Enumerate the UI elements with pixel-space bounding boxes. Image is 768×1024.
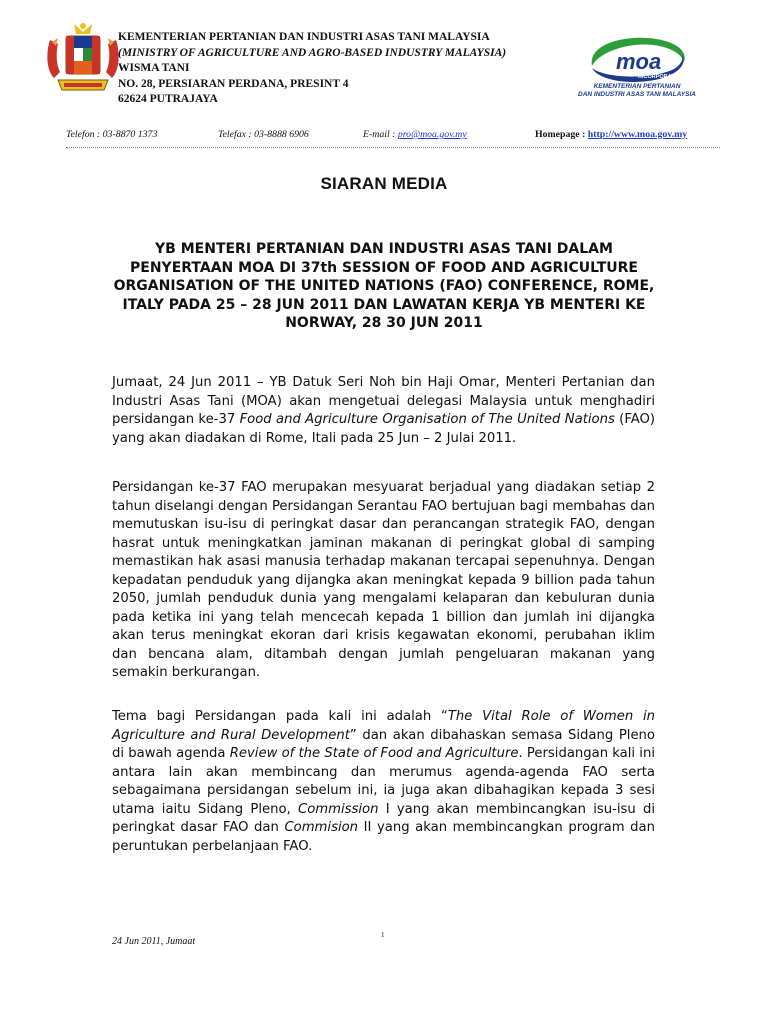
ministry-letterhead [118,30,578,108]
p3-theme-italic: The Vital Role of Women in Agriculture and Rural Development [112,709,655,743]
p3-text-e: . Persidangan kali ini antara lain akan membincang dan merumus agenda-agenda FAO serta sebagaimana persidangan sebelum ini, ia juga akan dibahagikan kepada 3 sesi utama iaitu Sidang Pleno, [112,746,655,817]
paragraph-3 [112,708,655,856]
document-title: SIARAN MEDIA [320,174,448,193]
email [363,129,467,140]
homepage-label: Homepage : [535,129,588,140]
p1-text-c: (FAO) yang akan diadakan di Rome, Itali pada 25 Jun – 2 Julai 2011. [112,412,656,446]
ministry-name: KEMENTERIAN PERTANIAN DAN INDUSTRI ASAS TANI MALAYSIA [118,31,490,43]
press-headline: YB MENTERI PERTANIAN DAN INDUSTRI ASAS TANI DALAM PENYERTAAN MOA DI 37th SESSION OF FOOD AND AGRICULTURE ORGANISATION OF THE UNITED NATIONS (FAO) CONFERENCE, ROME, ITALY PADA 25 – 28 JUN 2011 DAN LAWATAN KERJA YB MENTERI KE NORWAY, 28 30 JUN 2011 [113,241,655,331]
homepage-link[interactable]: http://www.moa.gov.my [587,129,688,140]
moa-logo-caption [578,83,696,99]
address-postcode: 62624 PUTRAJAYA [118,93,218,105]
email-label: E-mail : [363,129,398,140]
paragraph-2: Persidangan ke-37 FAO merupakan mesyuarat berjadual yang diadakan setiap 2 tahun diselangi dengan Persidangan Serantau FAO bertujuan bagi membahas dan memutuskan isu-isu di peringkat dasar dan perancangan strategik FAO, dengan hasrat untuk meningkatkan jaminan makanan di peringkat global di samping memastikan hak asasi manusia terhadap makanan tercapai sepenuhnya. Dengan kepadatan penduduk yang dijangka akan meningkat kepada 9 billion pada tahun 2050, jumlah penduduk dunia yang mengalami kelaparan dan kebuluran dunia pada ketika ini yang telah mencecah kepada 1 billion dan jumlah ini dijangka akan terus meningkat ekoran dari krisis kegawatan ekonomi, perubahan iklim dan bencana alam, ditambah dengan jumlah pengeluaran makanan yang semakin berkurangan. [112,480,655,680]
p3-commision-italic: Commision [284,820,359,835]
p3-text-i: II yang akan membincangkan program dan peruntukan perbelanjaan FAO. [112,820,655,854]
p1-text-a: Jumaat, 24 Jun 2011 – YB Datuk Seri Noh bin Haji Omar, Menteri Pertanian dan Industri Asas Tani (MOA) akan mengetuai delegasi Malaysia untuk menghadiri persidangan ke-37 [112,375,655,427]
homepage [535,129,687,140]
moa-logo-text: moa [616,49,662,74]
telephone: Telefon : 03-8870 1373 [66,129,158,140]
address-street: NO. 28, PERSIARAN PERDANA, PRESINT 4 [118,77,349,90]
moa-caption-line2: DAN INDUSTRI ASAS TANI MALAYSIA [578,91,696,98]
p1-text-italic: Food and Agriculture Organisation of The United Nations [239,412,615,427]
coat-of-arms-icon [44,20,122,98]
telefax: Telefax : 03-8888 6906 [218,129,309,140]
ministry-name-english: (MINISTRY OF AGRICULTURE AND AGRO-BASED INDUSTRY MALAYSIA) [118,46,507,59]
moa-caption-line1: KEMENTERIAN PERTANIAN [593,83,681,90]
paragraph-1 [112,374,655,448]
p3-text-c: ” dan akan dibahaskan semasa Sidang Pleno di bawah agenda [112,727,655,761]
contact-bar [0,129,768,145]
p3-text-g: I yang akan membincangkan isu-isu di peringkat dasar FAO dan [112,801,656,835]
moa-logo-tag: INCORPORATED [638,74,683,80]
email-link[interactable]: pro@moa.gov.my [397,129,467,140]
building-name: WISMA TANI [118,62,190,74]
header-divider [66,147,720,148]
footer-date: 24 Jun 2011, Jumaat [112,936,196,947]
p3-agenda-italic: Review of the State of Food and Agriculture [229,746,519,761]
page-number: 1 [381,931,385,939]
p3-text-a: Tema bagi Persidangan pada kali ini adalah “ [112,709,448,724]
p3-commission-italic: Commission [298,801,379,817]
